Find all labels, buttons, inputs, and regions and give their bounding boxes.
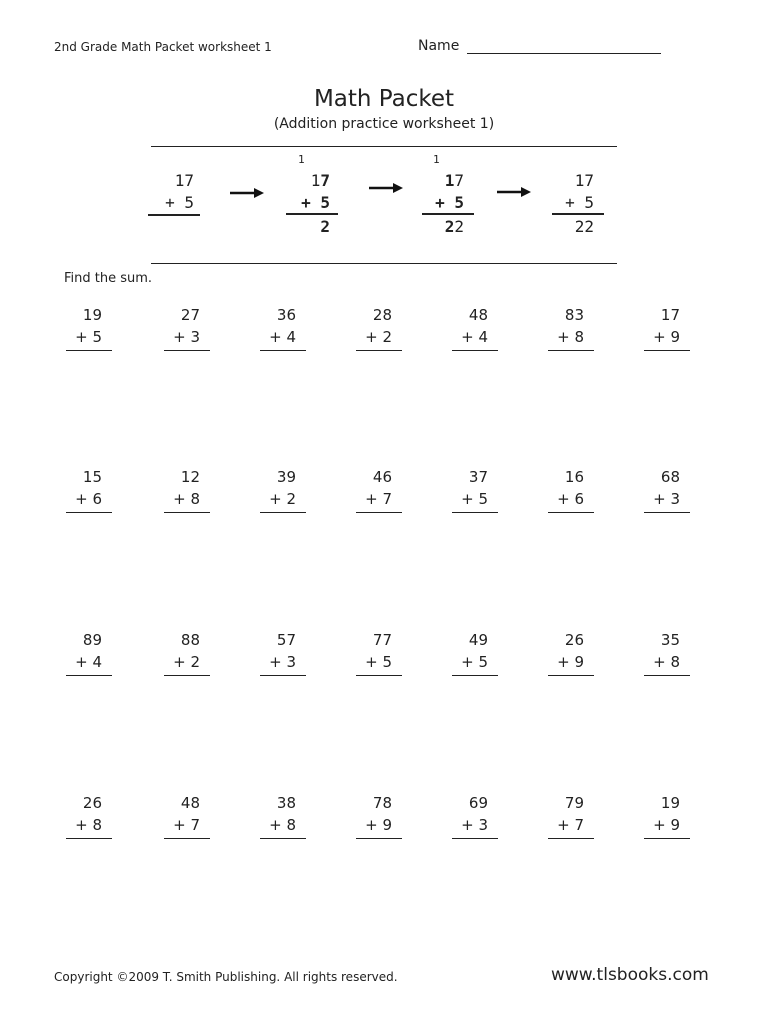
problem-addend-bottom: + 7: [173, 816, 200, 834]
arrow-right-icon: [369, 182, 403, 194]
problem-addend-top: 37: [468, 468, 488, 486]
problem: [452, 468, 498, 514]
problem: [548, 631, 594, 677]
worksheet-label: 2nd Grade Math Packet worksheet 1: [54, 40, 272, 54]
problem-addend-bottom: + 4: [75, 653, 102, 671]
problem-addend-top: 26: [564, 631, 584, 649]
problem: [356, 631, 402, 677]
problem-addend-bottom: + 6: [557, 490, 584, 508]
example-step-1-bottom: + 5: [165, 193, 194, 212]
problem-sum-line: [164, 838, 210, 839]
problem-addend-top: 78: [372, 794, 392, 812]
problem-sum-line: [66, 675, 112, 676]
problem-addend-bottom: + 2: [173, 653, 200, 671]
page-subtitle: (Addition practice worksheet 1): [273, 116, 495, 132]
problem-addend-top: 35: [660, 631, 680, 649]
example-bottom-rule: [151, 263, 617, 264]
problem-addend-bottom: + 3: [269, 653, 296, 671]
problem-sum-line: [260, 675, 306, 676]
problem-sum-line: [356, 838, 402, 839]
example-step-2: [270, 152, 350, 242]
problem: [548, 468, 594, 514]
page-title: Math Packet: [313, 86, 455, 112]
problem-addend-bottom: + 3: [461, 816, 488, 834]
example-step-3-answer: 22: [444, 217, 464, 236]
problem: [644, 306, 690, 352]
problem: [356, 468, 402, 514]
problem-addend-top: 38: [276, 794, 296, 812]
problem-addend-top: 77: [372, 631, 392, 649]
problem-addend-bottom: + 9: [557, 653, 584, 671]
problem: [548, 306, 594, 352]
problem-sum-line: [260, 512, 306, 513]
problem-sum-line: [644, 512, 690, 513]
problem-addend-bottom: + 8: [269, 816, 296, 834]
problem-sum-line: [356, 675, 402, 676]
problem-sum-line: [548, 838, 594, 839]
problem-sum-line: [260, 350, 306, 351]
problem-addend-top: 27: [180, 306, 200, 324]
problem: [164, 794, 210, 840]
name-blank-line: [467, 53, 661, 54]
example-step-1: [134, 170, 204, 230]
problem-addend-top: 19: [660, 794, 680, 812]
problem-sum-line: [644, 350, 690, 351]
problem-sum-line: [164, 350, 210, 351]
example-step-1-bar: [148, 214, 200, 216]
problem: [260, 468, 306, 514]
example-step-3-carry: 1: [433, 153, 440, 166]
problem: [644, 794, 690, 840]
example-step-1-top: 17: [174, 171, 194, 190]
problem-sum-line: [164, 675, 210, 676]
problem-addend-bottom: + 3: [653, 490, 680, 508]
problem-sum-line: [548, 512, 594, 513]
example-top-rule: [151, 146, 617, 147]
problem-sum-line: [66, 512, 112, 513]
problem-addend-top: 39: [276, 468, 296, 486]
problem-addend-bottom: + 5: [365, 653, 392, 671]
problem: [66, 468, 112, 514]
problem-addend-top: 26: [82, 794, 102, 812]
problem-addend-top: 16: [564, 468, 584, 486]
instructions: Find the sum.: [64, 271, 153, 286]
problem-addend-top: 88: [180, 631, 200, 649]
problem-sum-line: [644, 675, 690, 676]
problem: [452, 794, 498, 840]
problem-addend-top: 15: [82, 468, 102, 486]
problem: [66, 794, 112, 840]
example-step-4: [534, 170, 614, 240]
example-step-3-bar: [422, 213, 474, 215]
arrow-right-icon: [230, 187, 264, 199]
example-step-2-top: 17: [310, 171, 330, 190]
problem-addend-bottom: + 2: [365, 328, 392, 346]
problem-sum-line: [66, 838, 112, 839]
problem: [164, 306, 210, 352]
problem: [260, 631, 306, 677]
problem-addend-top: 28: [372, 306, 392, 324]
problem-addend-bottom: + 5: [75, 328, 102, 346]
example-step-3: [404, 152, 484, 242]
website-url: www.tlsbooks.com: [551, 965, 709, 985]
problem: [164, 631, 210, 677]
problem-sum-line: [66, 350, 112, 351]
problem-addend-top: 89: [82, 631, 102, 649]
problem-addend-top: 17: [660, 306, 680, 324]
problem-addend-top: 48: [468, 306, 488, 324]
problem-addend-top: 48: [180, 794, 200, 812]
example-step-4-top: 17: [574, 171, 594, 190]
problem-addend-bottom: + 7: [557, 816, 584, 834]
problem-sum-line: [260, 838, 306, 839]
problem-addend-top: 46: [372, 468, 392, 486]
problem-addend-top: 49: [468, 631, 488, 649]
problem-addend-top: 83: [564, 306, 584, 324]
problem-addend-bottom: + 4: [269, 328, 296, 346]
problem-addend-bottom: + 2: [269, 490, 296, 508]
problem-addend-bottom: + 6: [75, 490, 102, 508]
example-step-4-bar: [552, 213, 604, 215]
problem-sum-line: [452, 838, 498, 839]
problem: [452, 306, 498, 352]
problem-addend-top: 68: [660, 468, 680, 486]
problem: [356, 306, 402, 352]
problem-sum-line: [356, 512, 402, 513]
problem-sum-line: [452, 512, 498, 513]
example-step-4-bottom: + 5: [565, 193, 594, 212]
problem-addend-top: 57: [276, 631, 296, 649]
problem-sum-line: [644, 838, 690, 839]
example-step-4-answer: 22: [574, 217, 594, 236]
problem-addend-bottom: + 9: [653, 816, 680, 834]
problem-sum-line: [548, 350, 594, 351]
example-step-2-bar: [286, 213, 338, 215]
problem-addend-bottom: + 3: [173, 328, 200, 346]
problem-addend-bottom: + 9: [365, 816, 392, 834]
problem: [260, 306, 306, 352]
problem-addend-top: 69: [468, 794, 488, 812]
problem-addend-top: 19: [82, 306, 102, 324]
example-step-3-bottom: + 5: [435, 193, 464, 212]
problem: [66, 631, 112, 677]
problem: [164, 468, 210, 514]
problem-addend-bottom: + 8: [557, 328, 584, 346]
problem-addend-bottom: + 8: [75, 816, 102, 834]
example-step-2-bottom: + 5: [301, 193, 330, 212]
problem-sum-line: [548, 675, 594, 676]
problem: [548, 794, 594, 840]
problem-addend-bottom: + 9: [653, 328, 680, 346]
name-label: Name: [418, 38, 460, 54]
problem: [452, 631, 498, 677]
copyright-notice: Copyright ©2009 T. Smith Publishing. All rights reserved.: [54, 970, 398, 984]
problem: [260, 794, 306, 840]
problem: [66, 306, 112, 352]
problem-addend-bottom: + 5: [461, 490, 488, 508]
problem-addend-bottom: + 5: [461, 653, 488, 671]
problem-addend-top: 79: [564, 794, 584, 812]
example-step-2-answer: 2: [320, 217, 330, 236]
problem-addend-top: 12: [180, 468, 200, 486]
problem-addend-bottom: + 4: [461, 328, 488, 346]
problem-addend-top: 36: [276, 306, 296, 324]
arrow-right-icon: [497, 186, 531, 198]
problem-addend-bottom: + 8: [653, 653, 680, 671]
problem-addend-bottom: + 8: [173, 490, 200, 508]
problem-sum-line: [452, 675, 498, 676]
problem: [644, 631, 690, 677]
problem-sum-line: [452, 350, 498, 351]
example-step-2-carry: 1: [298, 153, 305, 166]
problem-sum-line: [164, 512, 210, 513]
example-step-3-top: 17: [444, 171, 464, 190]
problem-sum-line: [356, 350, 402, 351]
problem: [644, 468, 690, 514]
problem-addend-bottom: + 7: [365, 490, 392, 508]
problem: [356, 794, 402, 840]
